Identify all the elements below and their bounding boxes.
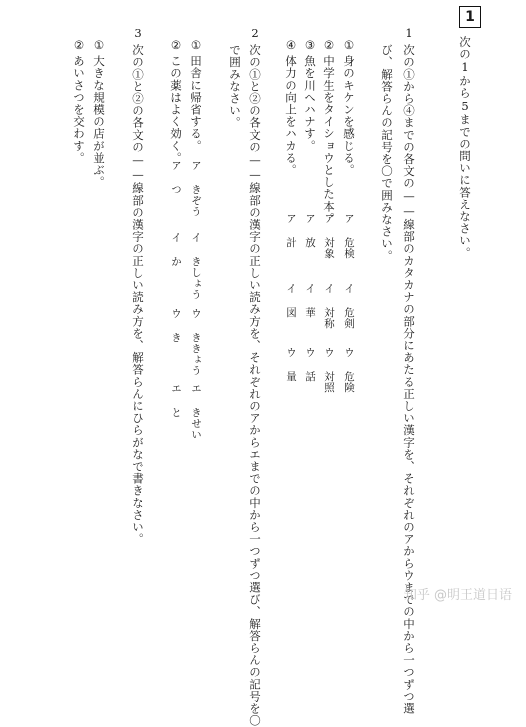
q1-item-3-choice-b: イ 華 (304, 283, 316, 318)
q1-instruction-line1: 次の①から④までの各文の——線部のカタカナの部分にあたる正しい漢字を、それぞれのアからウまでの中から一つずつ選 (402, 44, 416, 715)
q2-item-2-choice-a: ア つ (170, 160, 182, 195)
q1-item-2-choice-c: ウ 対照 (323, 347, 335, 393)
q1-item-4-choice-b: イ 図 (285, 283, 297, 318)
q2-item-2-choice-d: エ と (170, 383, 182, 418)
q2-item-2-number: ② (169, 38, 183, 53)
q2-item-1-choice-d: エ きせい (190, 383, 202, 440)
q2-instruction-line2: で囲みなさい。 (228, 44, 242, 129)
q2-item-1-number: ① (189, 38, 203, 53)
q2-number: 2 (248, 26, 262, 41)
q3-number: 3 (131, 26, 145, 41)
q1-item-2-choice-b: イ 対称 (323, 283, 335, 329)
question-box-number: 1 (459, 6, 481, 28)
q2-item-1-choice-b: イ きしょう (190, 232, 202, 301)
q2-instruction-line1: 次の①と②の各文の——線部の漢字の正しい読み方を、それぞれのアからエまでの中から一つずつ選び、解答らんの記号を〇 (248, 44, 262, 727)
q2-item-2-choice-c: ウ き (170, 308, 182, 343)
q1-item-3-choice-c: ウ 話 (304, 347, 316, 382)
q1-item-4-number: ④ (284, 38, 298, 53)
q2-item-1-choice-c: ウ ききょう (190, 308, 202, 377)
q2-item-2-choice-b: イ か (170, 232, 182, 267)
q2-item-1-sentence: 田舎に帰省する。 (189, 55, 203, 152)
q1-item-4-choice-a: ア 計 (285, 213, 297, 248)
q1-item-3-choice-a: ア 放 (304, 213, 316, 248)
q3-item-1-number: ① (92, 38, 106, 53)
q1-item-1-choice-b: イ 危剣 (343, 283, 355, 329)
q3-instruction-line1: 次の①と②の各文の——線部の漢字の正しい読み方を、解答らんにひらがなで書きなさい。 (131, 44, 145, 546)
q3-item-1-sentence: 大きな規模の店が並ぶ。 (92, 55, 106, 189)
watermark: 知乎 @明王道日语 (403, 588, 512, 603)
q1-item-1-choice-a: ア 危検 (343, 213, 355, 259)
q1-item-4-choice-c: ウ 量 (285, 347, 297, 382)
q1-item-3-sentence: 魚を川へハナす。 (303, 55, 317, 152)
q1-item-4-sentence: 体力の向上をハカる。 (284, 55, 298, 176)
q1-number: 1 (402, 26, 416, 41)
q2-item-2-sentence: この薬はよく効く。 (169, 55, 183, 164)
q1-item-2-sentence: 中学生をタイショウとした本。 (322, 55, 336, 225)
q2-item-1-choice-a: ア きぞう (190, 160, 202, 217)
q1-item-1-sentence: 身のキケンを感じる。 (342, 55, 356, 176)
q1-item-1-choice-c: ウ 危険 (343, 347, 355, 393)
q3-item-2-sentence: あいさつを交わす。 (72, 55, 86, 164)
q1-item-2-number: ② (322, 38, 336, 53)
q3-item-2-number: ② (72, 38, 86, 53)
q1-item-2-choice-a: ア 対象 (323, 213, 335, 259)
main-instruction: 次の1から5までの問いに答えなさい。 (458, 36, 472, 259)
q1-instruction-line2: び、解答らんの記号を〇で囲みなさい。 (380, 44, 394, 262)
q1-item-1-number: ① (342, 38, 356, 53)
q1-item-3-number: ③ (303, 38, 317, 53)
